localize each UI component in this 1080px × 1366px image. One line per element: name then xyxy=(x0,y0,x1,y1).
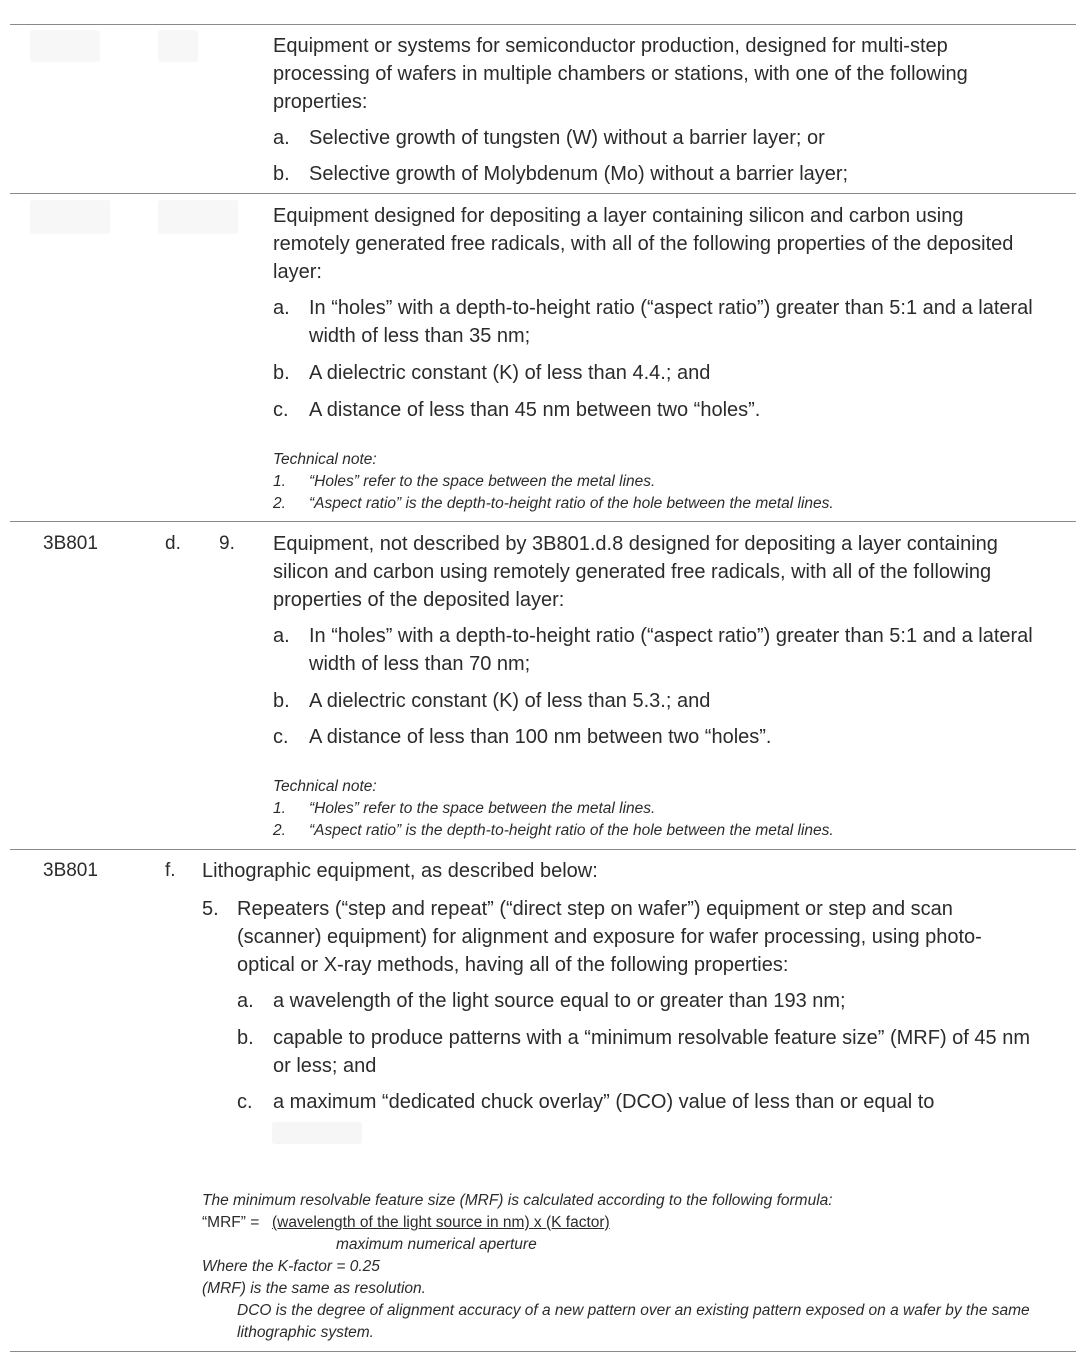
note-number: 1. xyxy=(273,800,286,817)
formula-lhs: “MRF” = xyxy=(202,1214,260,1231)
item-label: c. xyxy=(237,1091,253,1113)
faded-value xyxy=(272,1122,362,1144)
mrf-note-text: The minimum resolvable feature size (MRF) is calculated according to the following formula: xyxy=(202,1192,833,1209)
section4-num: 5. xyxy=(202,898,219,920)
note-text: “Aspect ratio” is the depth-to-height ratio of the hole between the metal lines. xyxy=(309,495,834,512)
item-label: a. xyxy=(273,625,290,647)
item-label: c. xyxy=(273,726,289,748)
section1-intro: Equipment or systems for semiconductor production, designed for multi-step processing of wafers in multiple chambers or stations, with one of the following properties: xyxy=(273,35,968,113)
item-text: A distance of less than 45 nm between two “holes”. xyxy=(309,399,761,421)
item-text: a maximum “dedicated chuck overlay” (DCO) value of less than or equal to xyxy=(273,1091,935,1113)
section3-intro: Equipment, not described by 3B801.d.8 designed for depositing a layer containing silicon and carbon using remotely generated free radicals, with all of the following properties of the deposited layer: xyxy=(273,533,998,611)
faded-cell-mid xyxy=(158,30,198,62)
item-label: c. xyxy=(273,399,289,421)
item-text: Selective growth of Molybdenum (Mo) without a barrier layer; xyxy=(309,163,849,185)
section3-sub: d. xyxy=(165,533,181,554)
section3-code: 3B801 xyxy=(43,533,98,554)
section3-num: 9. xyxy=(219,533,235,554)
item-label: a. xyxy=(273,297,290,319)
top-rule xyxy=(10,24,1076,25)
item-text: A dielectric constant (K) of less than 5.3.; and xyxy=(309,690,711,712)
item-text: Selective growth of tungsten (W) without a barrier layer; or xyxy=(309,127,825,149)
divider-3 xyxy=(10,849,1076,850)
item-text: In “holes” with a depth-to-height ratio (“aspect ratio”) greater than 5:1 and a lateral width of less than 35 nm; xyxy=(309,297,1033,347)
note-number: 1. xyxy=(273,473,286,490)
section2-note-title: Technical note: xyxy=(273,451,377,468)
item-label: b. xyxy=(273,163,290,185)
note-text: “Holes” refer to the space between the metal lines. xyxy=(309,800,656,817)
item-label: a. xyxy=(237,990,254,1012)
item-text: A dielectric constant (K) of less than 4.4.; and xyxy=(309,362,711,384)
note-number: 2. xyxy=(273,495,286,512)
section3-note-title: Technical note: xyxy=(273,778,377,795)
kfactor-text: Where the K-factor = 0.25 xyxy=(202,1258,380,1275)
item-label: a. xyxy=(273,127,290,149)
faded-cell-mid-2 xyxy=(158,200,238,234)
faded-cell-left-2 xyxy=(30,200,110,234)
divider-1 xyxy=(10,193,1076,194)
item-text: capable to produce patterns with a “minimum resolvable feature size” (MRF) of 45 nm or less; and xyxy=(273,1027,1030,1077)
note-text: “Aspect ratio” is the depth-to-height ratio of the hole between the metal lines. xyxy=(309,822,834,839)
section2-intro: Equipment designed for depositing a layer containing silicon and carbon using remotely generated free radicals, with all of the following properties of the deposited layer: xyxy=(273,205,1014,283)
section4-code: 3B801 xyxy=(43,860,98,881)
divider-2 xyxy=(10,521,1076,522)
formula-numerator: (wavelength of the light source in nm) x (K factor) xyxy=(272,1214,610,1231)
resolution-text: (MRF) is the same as resolution. xyxy=(202,1280,426,1297)
item-label: b. xyxy=(237,1027,254,1049)
bottom-rule xyxy=(10,1351,1076,1352)
item-text: In “holes” with a depth-to-height ratio (“aspect ratio”) greater than 5:1 and a lateral width of less than 70 nm; xyxy=(309,625,1033,675)
faded-cell-left xyxy=(30,30,100,62)
item-label: b. xyxy=(273,690,290,712)
item-text: A distance of less than 100 nm between two “holes”. xyxy=(309,726,772,748)
item-label: b. xyxy=(273,362,290,384)
section4-heading: Lithographic equipment, as described below: xyxy=(202,860,598,882)
note-number: 2. xyxy=(273,822,286,839)
item-text: a wavelength of the light source equal to or greater than 193 nm; xyxy=(273,990,846,1012)
dco-note: DCO is the degree of alignment accuracy of a new pattern over an existing pattern exposed on a wafer by the same lithographic system. xyxy=(237,1302,1030,1341)
section4-sub: f. xyxy=(165,860,176,881)
denominator-text: maximum numerical aperture xyxy=(336,1236,537,1253)
section4-intro: Repeaters (“step and repeat” (“direct step on wafer”) equipment or step and scan (scanner) equipment) for alignment and exposure for wafer processing, using photo-optical or X-ray methods, having all of the following properties: xyxy=(237,898,982,976)
note-text: “Holes” refer to the space between the metal lines. xyxy=(309,473,656,490)
